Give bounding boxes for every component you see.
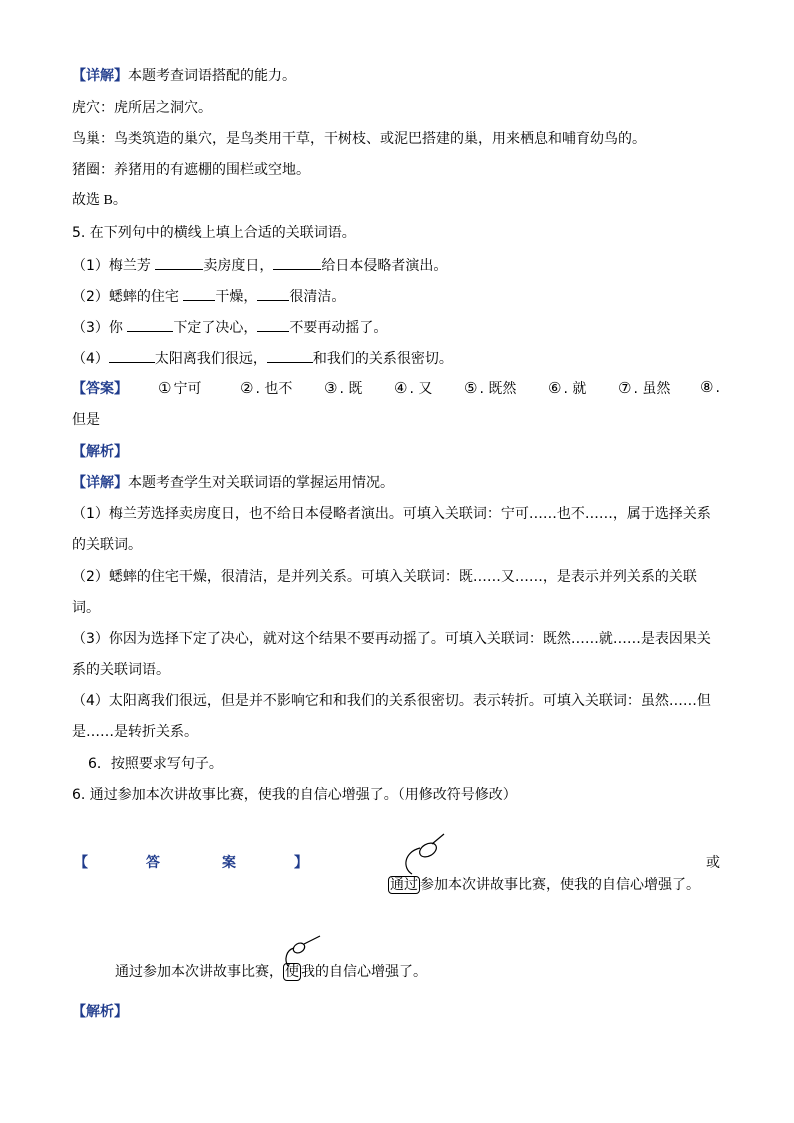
item-text: 太阳离我们很远，	[154, 351, 267, 367]
circled-number: ④	[394, 379, 408, 397]
circled-number: ③	[324, 379, 338, 397]
detail-paragraph	[72, 473, 394, 493]
answer-item	[618, 378, 670, 398]
explain-line: （1）梅兰芳选择卖房度日，也不给日本侵略者演出。可填入关联词：宁可……也不……，属于选择关系	[72, 506, 711, 522]
answer-item	[464, 378, 516, 398]
answer-blank[interactable]	[257, 286, 289, 301]
answer-blank[interactable]	[127, 317, 173, 332]
answer-label-char: 案	[222, 855, 236, 871]
explain-line: 系的关联词语。	[72, 662, 170, 678]
answer-blank[interactable]	[109, 348, 155, 363]
analysis-label: 【解析】	[72, 1004, 128, 1020]
item-number: （2）	[72, 289, 109, 305]
answer-blank[interactable]	[183, 286, 215, 301]
delete-mark-icon	[282, 934, 326, 970]
answer-text: . 既然	[479, 381, 517, 397]
question-5-item-1	[72, 255, 447, 276]
question-5-item-4	[72, 348, 453, 369]
question-5-item-2	[72, 286, 345, 307]
answer-label: 【答案】	[72, 381, 128, 397]
answer-item	[394, 378, 432, 398]
delete-mark-icon	[398, 830, 458, 880]
answer-item	[548, 378, 586, 398]
circled-number: ⑤	[464, 379, 478, 397]
answer-text: . 既	[339, 381, 363, 397]
answer-blank[interactable]	[257, 317, 289, 332]
answer-bracket-close: 】	[294, 855, 308, 871]
item-number: （3）	[72, 320, 109, 336]
section-6-title: 6．按照要求写句子。	[88, 756, 223, 772]
item-number: （4）	[72, 351, 109, 367]
detail-header: 【详解】	[72, 68, 128, 84]
answer-text: . 就	[563, 381, 587, 397]
item-text: 干燥，	[215, 289, 258, 305]
explain-line: （2）蟋蟀的住宅干燥，很清洁，是并列关系。可填入关联词：既……又……，是表示并列关系的关联	[72, 569, 697, 585]
sentence-text: 参加本次讲故事比赛，使我的自信心增强了。	[420, 877, 700, 893]
or-text: 或	[706, 855, 720, 871]
answer-text: .	[715, 380, 720, 396]
circled-number: ⑦	[618, 379, 632, 397]
detail-text: 本题考查学生对关联词语的掌握运用情况。	[128, 475, 394, 491]
question-6-text: 6. 通过参加本次讲故事比赛，使我的自信心增强了。（用修改符号修改）	[72, 787, 517, 803]
answer-text: . 也不	[255, 381, 293, 397]
item-text: 给日本侵略者演出。	[321, 258, 448, 274]
answer-bracket-open: 【	[74, 855, 88, 871]
def-line: 虎穴：虎所居之洞穴。	[72, 100, 212, 116]
analysis-label: 【解析】	[72, 444, 128, 460]
explain-line: 的关联词。	[72, 537, 142, 553]
explain-line: （4）太阳离我们很远，但是并不影响它和和我们的关系很密切。表示转折。可填入关联词：虽然……但	[72, 693, 711, 709]
answer-text: . 虽然	[633, 381, 671, 397]
def-line: 猪圈：养猪用的有遮棚的围栏或空地。	[72, 162, 310, 178]
answer-item	[324, 378, 362, 398]
item-text: 下定了决心，	[173, 320, 258, 336]
circled-number: ②	[240, 379, 254, 397]
answer-label-char: 答	[146, 855, 160, 871]
item-text: 蟋蟀的住宅	[108, 289, 179, 305]
item-text: 和我们的关系很密切。	[312, 351, 453, 367]
explain-line: 词。	[72, 600, 100, 616]
circled-number: ⑧	[700, 378, 714, 396]
answer-item	[240, 378, 292, 398]
item-text: 很清洁。	[289, 289, 346, 305]
answer-item	[700, 378, 720, 396]
item-text: 不要再动摇了。	[289, 320, 388, 336]
answer-5-tail: 但是	[72, 412, 100, 428]
question-5-item-3	[72, 317, 387, 338]
sentence-text: 通过参加本次讲故事比赛，	[115, 964, 283, 980]
answer-text: . 又	[409, 381, 433, 397]
boxed-word: 通过	[390, 877, 418, 893]
item-text: 你	[108, 320, 123, 336]
answer-blank[interactable]	[267, 348, 313, 363]
question-5-title: 5. 在下列句中的横线上填上合适的关联词语。	[72, 225, 356, 241]
answer-blank[interactable]	[273, 255, 321, 270]
answer-item	[158, 378, 201, 398]
sentence-text: 我的自信心增强了。	[301, 964, 427, 980]
def-line: 鸟巢：鸟类筑造的巢穴，是鸟类用干草，干树枝、或泥巴搭建的巢，用来栖息和哺育幼鸟的。	[72, 131, 646, 147]
circled-number: ⑥	[548, 379, 562, 397]
explain-line: （3）你因为选择下定了决心，就对这个结果不要再动摇了。可填入关联词：既然……就……是表因果关	[72, 631, 711, 647]
explain-line: 是……是转折关系。	[72, 724, 198, 740]
item-number: （1）	[72, 258, 109, 274]
answer-5-row	[72, 378, 722, 400]
boxed-word: 使	[285, 964, 299, 980]
detail-header: 【详解】	[72, 475, 128, 491]
detail-text: 本题考查词语搭配的能力。	[128, 68, 296, 84]
conclusion-line: 故选 B。	[72, 193, 127, 208]
detail-paragraph	[72, 66, 296, 86]
circled-number: ①	[158, 379, 172, 397]
item-text: 卖房度日，	[203, 258, 274, 274]
answer-text: 宁可	[173, 381, 202, 397]
item-text: 梅兰芳	[108, 258, 151, 274]
answer-6-sentence-2	[115, 962, 427, 982]
answer-blank[interactable]	[155, 255, 203, 270]
